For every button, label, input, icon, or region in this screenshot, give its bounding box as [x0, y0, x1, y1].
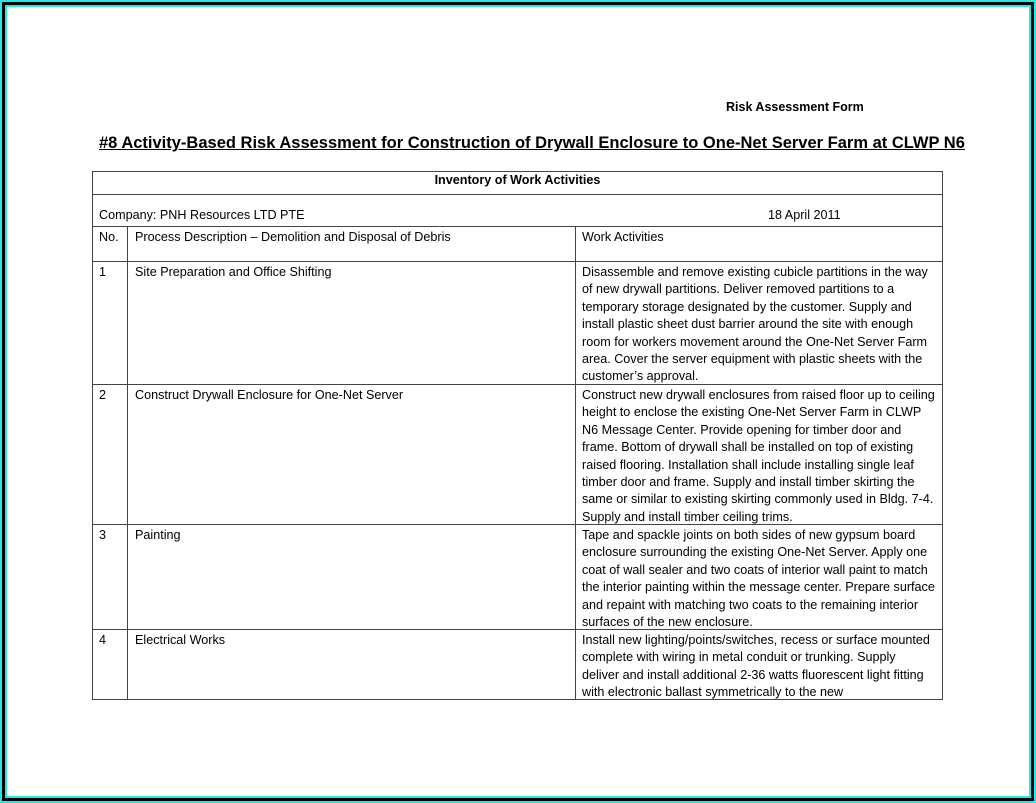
table-row — [93, 261, 942, 384]
row-activities: Disassemble and remove existing cubicle partitions in the way of new drywall partitions. Deliver removed partitions to a temporary storage designated by the customer. Supply and install plastic sheet dust barrier around the site with enough room for workers movement around the One-Net Server Farm area. Cover the server equipment with plastic sheets with the customer’s approval. — [582, 265, 928, 384]
table-row — [93, 524, 942, 629]
header-no: No. — [93, 227, 128, 261]
document-title: #8 Activity-Based Risk Assessment for Construction of Drywall Enclosure to One-Net Server Farm at CLWP N6 — [99, 134, 965, 152]
row-no: 4 — [93, 630, 128, 699]
header-process: Process Description – Demolition and Disposal of Debris — [128, 227, 576, 261]
date: 18 April 2011 — [768, 208, 841, 222]
row-no: 1 — [93, 262, 128, 384]
row-no: 3 — [93, 525, 128, 629]
row-no: 2 — [93, 385, 128, 524]
table-row — [93, 384, 942, 524]
table-heading — [93, 172, 942, 194]
work-activities-table — [92, 171, 943, 700]
table-heading-text: Inventory of Work Activities — [434, 173, 601, 187]
row-process: Construct Drywall Enclosure for One-Net Server — [128, 385, 576, 524]
row-process: Site Preparation and Office Shifting — [128, 262, 576, 384]
header-activities: Work Activities — [582, 230, 664, 244]
row-activities: Tape and spackle joints on both sides of new gypsum board enclosure surrounding the existing One-Net Server. Apply one coat of wall sealer and two coats of interior wall paint to match the interior painting within the message center. Prepare surface and repaint with matching two coats to the remaining interior surfaces of the new enclosure. — [582, 528, 935, 630]
row-process: Painting — [128, 525, 576, 629]
form-label: Risk Assessment Form — [726, 100, 864, 114]
company-name: Company: PNH Resources LTD PTE — [99, 208, 305, 222]
company-row — [93, 194, 942, 226]
header-row — [93, 226, 942, 261]
row-activities: Construct new drywall enclosures from raised floor up to ceiling height to enclose the existing One-Net Server Farm in CLWP N6 Message Center. Provide opening for timber door and frame. Bottom of drywall shall be installed on top of existing raised flooring. Installation shall include installing single leaf timber door and frame. Supply and install timber skirting the same or similar to existing skirting commonly used in Bldg. 7-4. Supply and install timber ceiling trims. — [582, 388, 935, 524]
row-process: Electrical Works — [128, 630, 576, 699]
table-row — [93, 629, 942, 699]
row-activities: Install new lighting/points/switches, recess or surface mounted complete with wiring in metal conduit or trunking. Supply deliver and install additional 2-36 watts fluorescent light fitting with electronic ballast symmetrically to the new — [582, 633, 930, 699]
